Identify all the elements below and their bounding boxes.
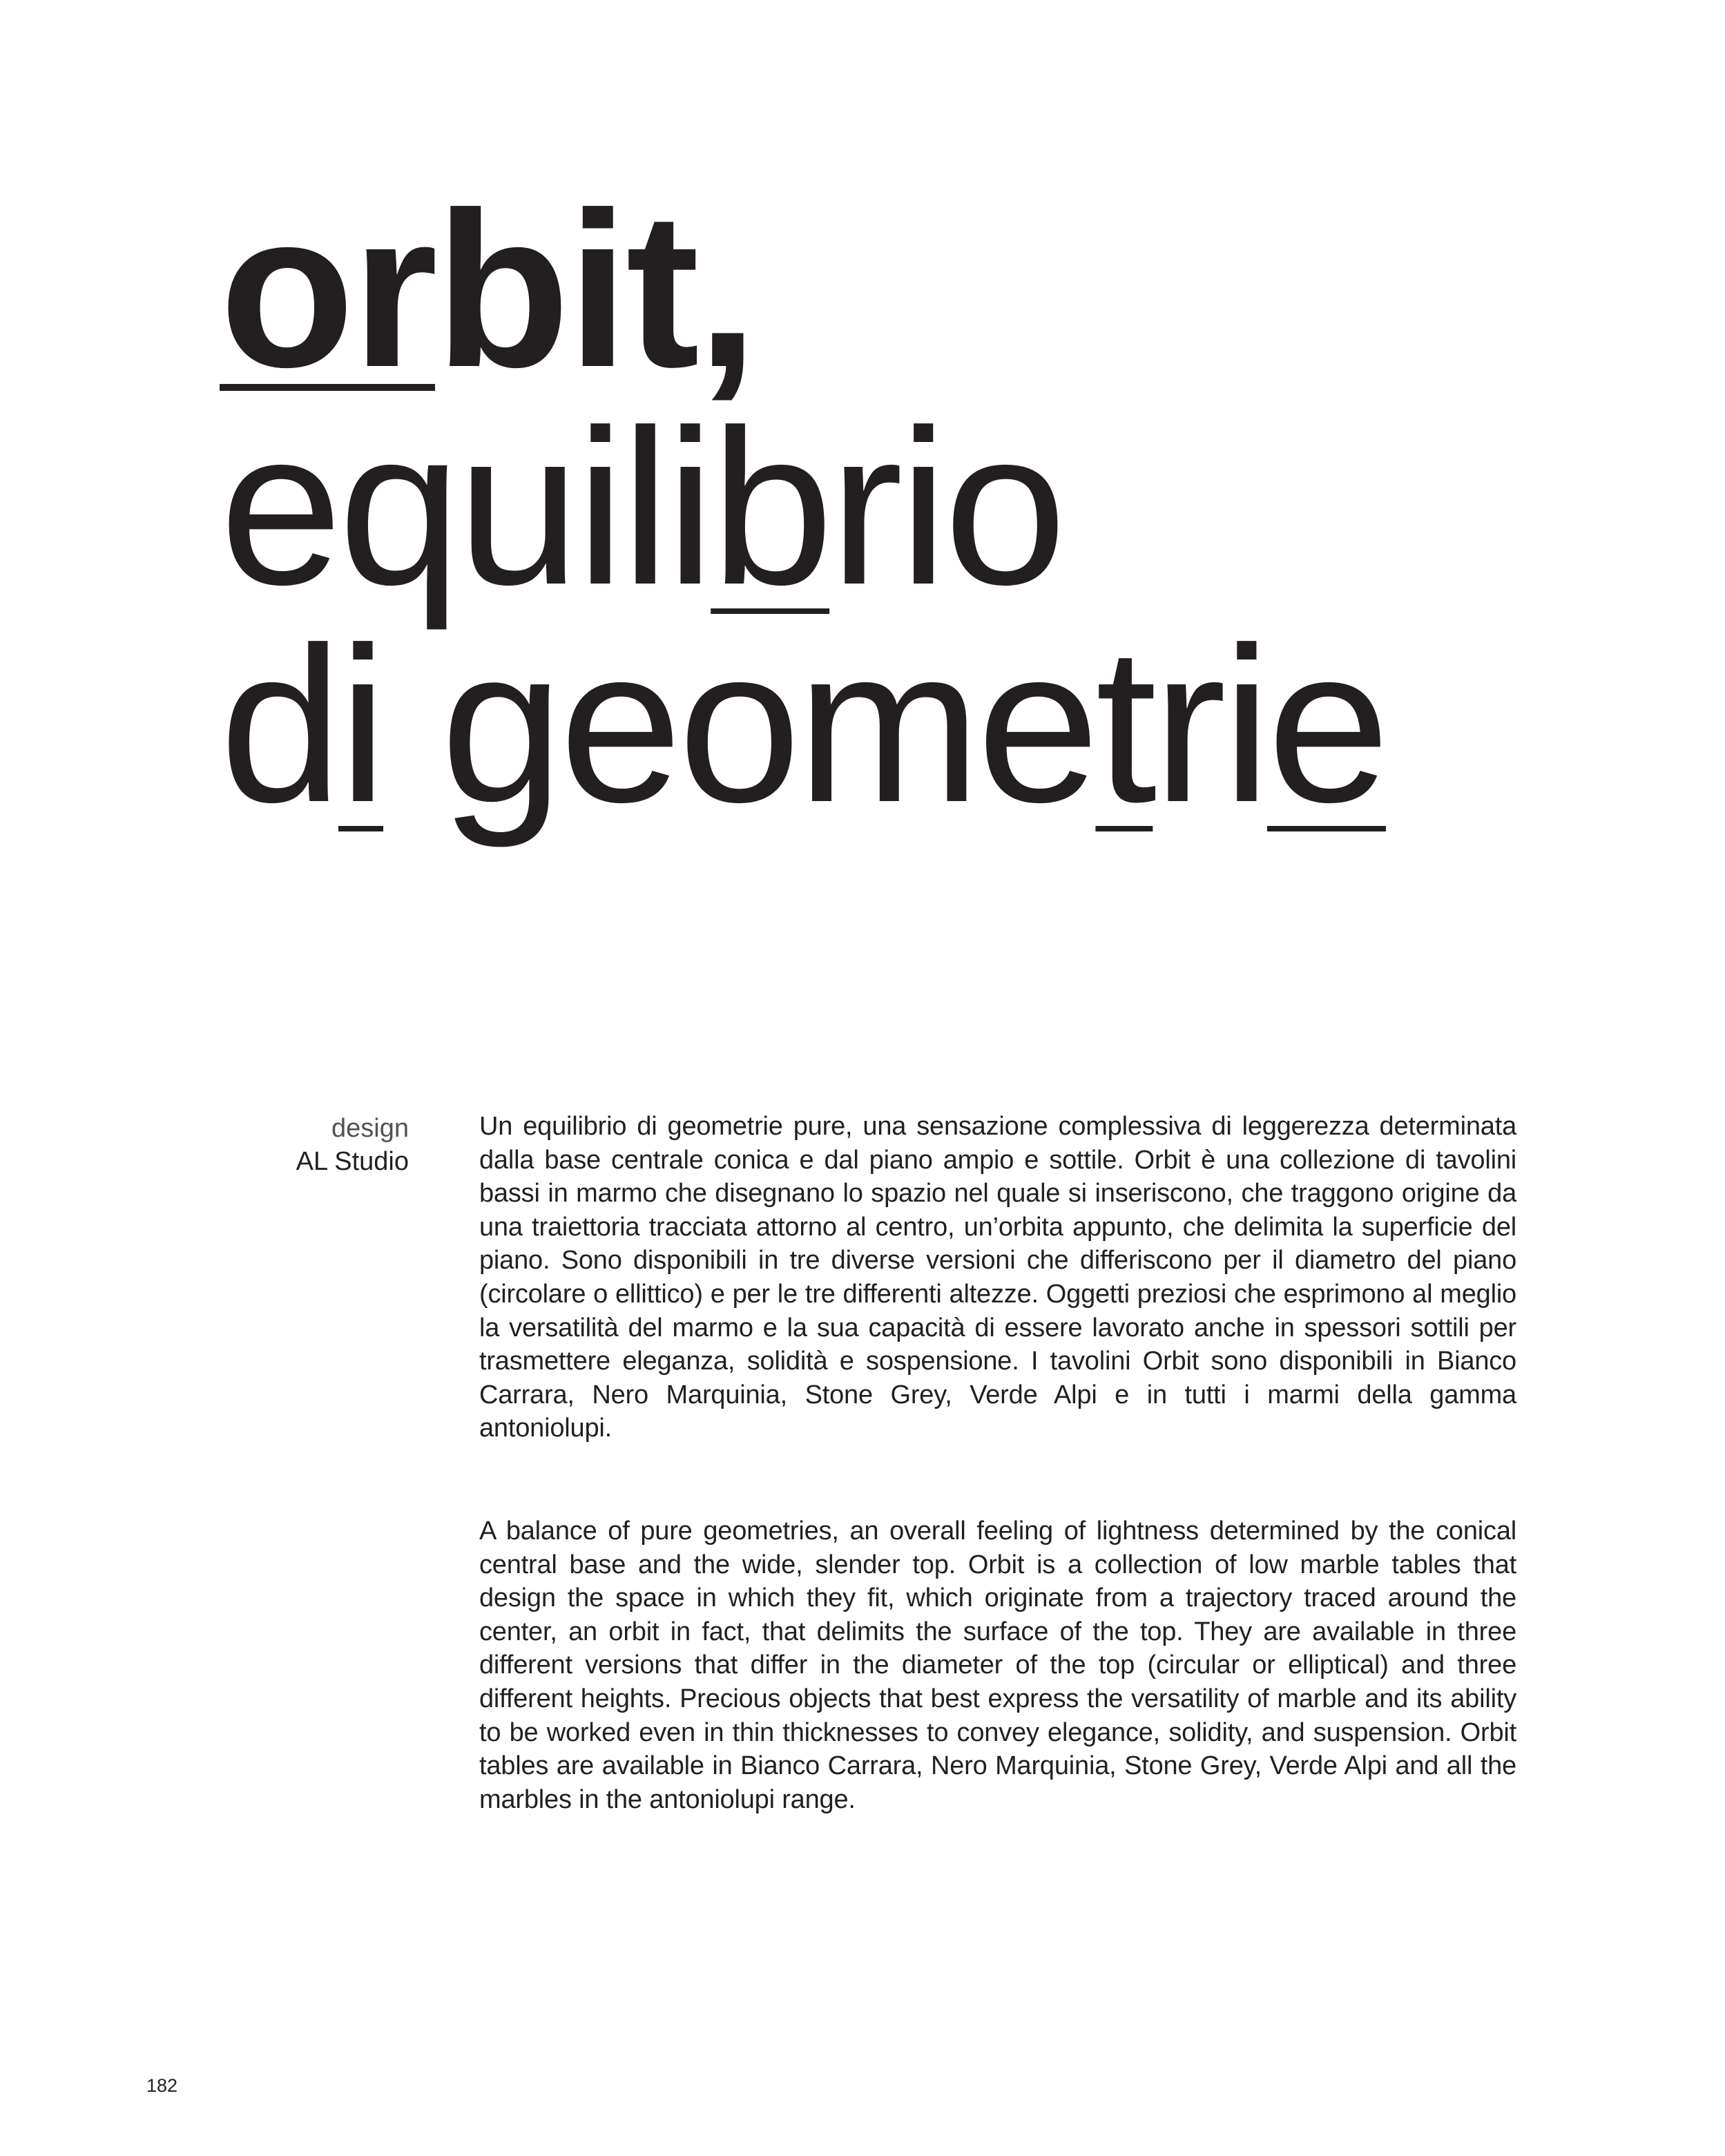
credit-role: design xyxy=(331,1114,409,1143)
title-underlined-letter: e xyxy=(1266,601,1386,848)
description-italian: Un equilibrio di geometrie pure, una sensazione complessiva di leggerezza determinata dalla base centrale conica e dal piano ampio e sottile. Orbit è una collezione di tavolini bassi in marmo che disegnano lo spazio nel quale si inseriscono, che traggono origine da una traiettoria tracciata attorno al centro, un’orbita appunto, che delimita la superficie del piano. Sono disponibili in tre diverse versioni che differiscono per il diametro del piano (circolare o ellittico) e per le tre differenti altezze. Oggetti preziosi che esprimono al meglio la versatilità del marmo e la sua capacità di essere lavorato anche in spessori sottili per trasmettere eleganza, solidità e sospensione. I tavolini Orbit sono disponibili in Bianco Carrara, Nero Marquinia, Stone Grey, Verde Alpi e in tutti i marmi della gamma antoniolupi. xyxy=(479,1112,1516,1443)
page-title xyxy=(220,166,1386,848)
title-underlined-letter: i xyxy=(338,601,384,848)
designer-credit xyxy=(296,1112,409,1178)
page-number: 182 xyxy=(146,2075,178,2096)
title-underlined-letters: or xyxy=(220,166,435,413)
title-line-3 xyxy=(220,601,1386,848)
title-underlined-letter: b xyxy=(711,383,830,631)
title-text: rio xyxy=(829,383,1063,631)
title-line-2 xyxy=(220,383,1386,631)
title-text: bit, xyxy=(435,166,755,413)
title-text: ri xyxy=(1153,601,1267,848)
title-line-1 xyxy=(220,166,1386,413)
title-text: d xyxy=(220,601,338,848)
title-text: geome xyxy=(383,601,1096,848)
credit-name: AL Studio xyxy=(296,1147,409,1176)
title-text: equili xyxy=(220,383,711,631)
title-underlined-letter: t xyxy=(1095,601,1153,848)
description-english: A balance of pure geometries, an overall feeling of lightness determined by the conical central base and the wide, slender top. Orbit is a collection of low marble tables that design the space in which they fit, which originate from a trajectory traced around the center, an orbit in fact, that delimits the surface of the top. They are available in three different versions that differ in the diameter of the top (circular or elliptical) and three different heights. Precious objects that best express the versatility of marble and its ability to be worked even in thin thicknesses to convey elegance, solidity, and suspension. Orbit tables are available in Bianco Carrara, Nero Marquinia, Stone Grey, Verde Alpi and all the marbles in the antoniolupi range. xyxy=(479,1517,1516,1814)
